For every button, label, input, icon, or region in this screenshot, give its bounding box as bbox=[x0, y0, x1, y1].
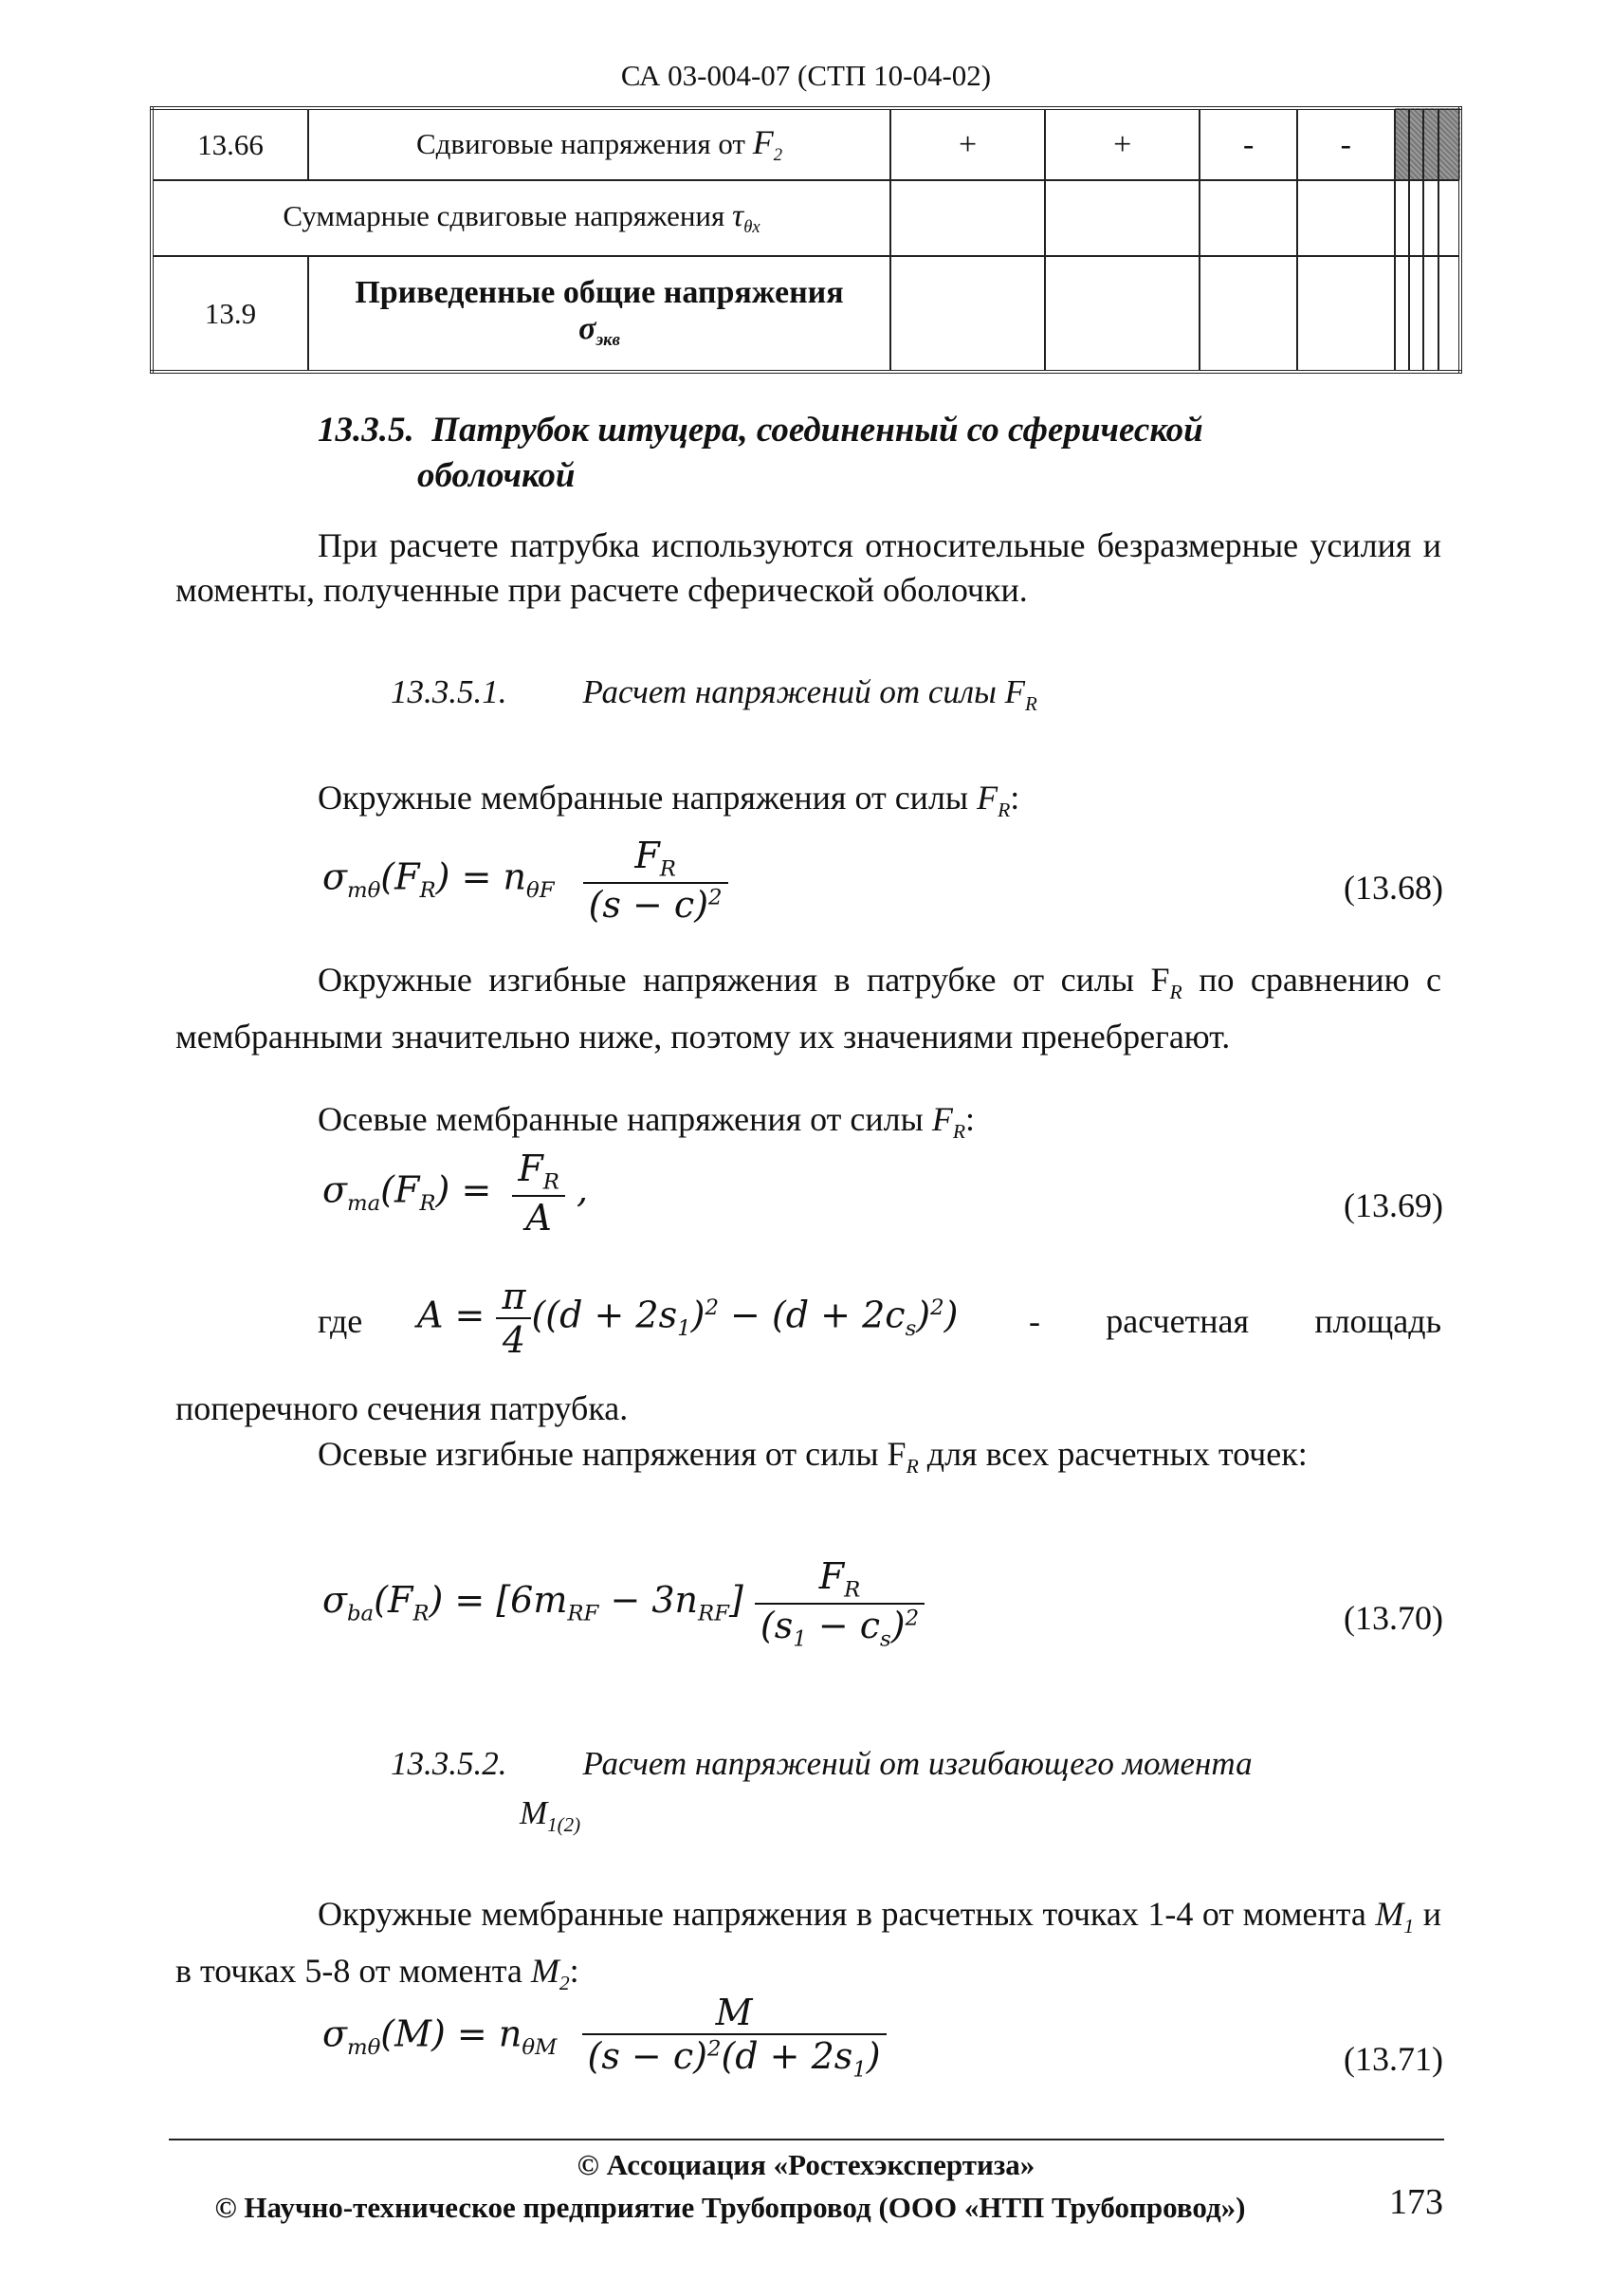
area-description: - расчетная площадь bbox=[1029, 1302, 1441, 1340]
paragraph: Осевые изгибные напряжения от силы $F_R$ для всех расчетных точек: bbox=[318, 1435, 1308, 1479]
equation-number: (13.69) bbox=[1344, 1186, 1443, 1224]
table-cell bbox=[1438, 180, 1460, 256]
table-cell bbox=[1200, 256, 1297, 372]
table-cell bbox=[1423, 256, 1438, 372]
section-heading: 13.3.5. Патрубок штуцера, соединенный со сферической bbox=[318, 411, 1203, 450]
equation-13-69: $\sigma_{ma}(F_R)$ = $\frac{F_R}{A}$ , bbox=[322, 1148, 589, 1239]
table-cell bbox=[1200, 180, 1297, 256]
table-cell bbox=[1409, 180, 1423, 256]
paragraph: Окружные изгибные напряжения в патрубке от силы $F_R$ по сравнению с мембранными значительно ниже, поэтому их значениями пренебрегают. bbox=[175, 961, 1441, 1056]
shaded-cell bbox=[1395, 108, 1409, 180]
table-cell bbox=[1297, 256, 1395, 372]
table-cell bbox=[890, 256, 1045, 372]
section-heading-cont: оболочкой bbox=[417, 456, 576, 495]
where-label: где bbox=[318, 1302, 363, 1340]
document-header: СА 03-004-07 (СТП 10-04-02) bbox=[620, 59, 992, 92]
paragraph: поперечного сечения патрубка. bbox=[175, 1389, 629, 1427]
paragraph: Осевые мембранные напряжения от силы $F_R$: bbox=[318, 1100, 976, 1144]
table-cell bbox=[1045, 180, 1200, 256]
equation-number: (13.68) bbox=[1344, 869, 1443, 907]
table-cell: - bbox=[1200, 108, 1297, 180]
table-cell bbox=[1438, 256, 1460, 372]
equation-number: (13.70) bbox=[1344, 1599, 1443, 1637]
equation-13-70: $\sigma_{ba}(F_R) = [6m_{RF} - 3n_{RF}]$ $\frac{F_R}{(s_1 - c_s)^2}$ bbox=[322, 1555, 925, 1651]
table-row bbox=[152, 180, 1460, 256]
table-cell: + bbox=[1045, 108, 1200, 180]
area-formula: A = $\frac{\pi}{4}$ $((d + 2s_1)^2 - (d + 2c_s)^2)$ bbox=[417, 1276, 959, 1361]
intro-paragraph: При расчете патрубка используются относительные безразмерные усилия и моменты, полученные при расчете сферической оболочки. bbox=[175, 526, 1441, 609]
stress-table bbox=[150, 106, 1462, 374]
shaded-cell bbox=[1438, 108, 1460, 180]
footer-line-1: © Ассоциация «Ростехэкспертиза» bbox=[577, 2148, 1035, 2181]
table-row bbox=[152, 256, 1460, 372]
equation-13-68: $\sigma_{m\theta}(F_R) = n_{\theta F}$ $\frac{F_R}{(s - c)^2}$ bbox=[322, 835, 728, 926]
table-cell bbox=[1395, 180, 1409, 256]
row-number: 13.9 bbox=[152, 256, 308, 372]
equation-13-71: $\sigma_{m\theta}(M) = n_{\theta M}$ $\frac{M}{(s - c)^2(d + 2s_1)}$ bbox=[322, 1992, 887, 2083]
table-cell bbox=[1409, 256, 1423, 372]
table-cell bbox=[1297, 180, 1395, 256]
table-cell bbox=[890, 180, 1045, 256]
table-cell bbox=[1395, 256, 1409, 372]
footer-line-2: © Научно-техническое предприятие Трубопровод (ООО «НТП Трубопровод») bbox=[214, 2191, 1246, 2224]
row-description: Суммарные сдвиговые напряжения $\tau_{\theta x}$ bbox=[152, 180, 890, 256]
table-cell: - bbox=[1297, 108, 1395, 180]
shaded-cell bbox=[1423, 108, 1438, 180]
paragraph: Окружные мембранные напряжения в расчетных точках 1-4 от момента $M_1$ и в точках 5-8 от момента $M_2$: bbox=[175, 1895, 1441, 1995]
row-description: Сдвиговые напряжения от $F_2$ bbox=[308, 108, 890, 180]
subsection-heading: 13.3.5.1. Расчет напряжений от силы $F_R$ bbox=[391, 673, 1037, 715]
equation-number: (13.71) bbox=[1344, 2040, 1443, 2078]
footer-rule bbox=[169, 2139, 1444, 2140]
page-number: 173 bbox=[1389, 2182, 1443, 2222]
shaded-cell bbox=[1409, 108, 1423, 180]
table-cell: + bbox=[890, 108, 1045, 180]
row-number: 13.66 bbox=[152, 108, 308, 180]
paragraph: Окружные мембранные напряжения от силы $F_R$: bbox=[318, 779, 1020, 822]
table-row bbox=[152, 108, 1460, 180]
subsection-heading-cont: $M_{1(2)}$ bbox=[520, 1794, 581, 1836]
subsection-heading: 13.3.5.2. Расчет напряжений от изгибающего момента bbox=[391, 1745, 1253, 1782]
table-cell bbox=[1423, 180, 1438, 256]
row-description: Приведенные общие напряжения $\sigma_{экв}$ bbox=[308, 256, 890, 372]
table-cell bbox=[1045, 256, 1200, 372]
